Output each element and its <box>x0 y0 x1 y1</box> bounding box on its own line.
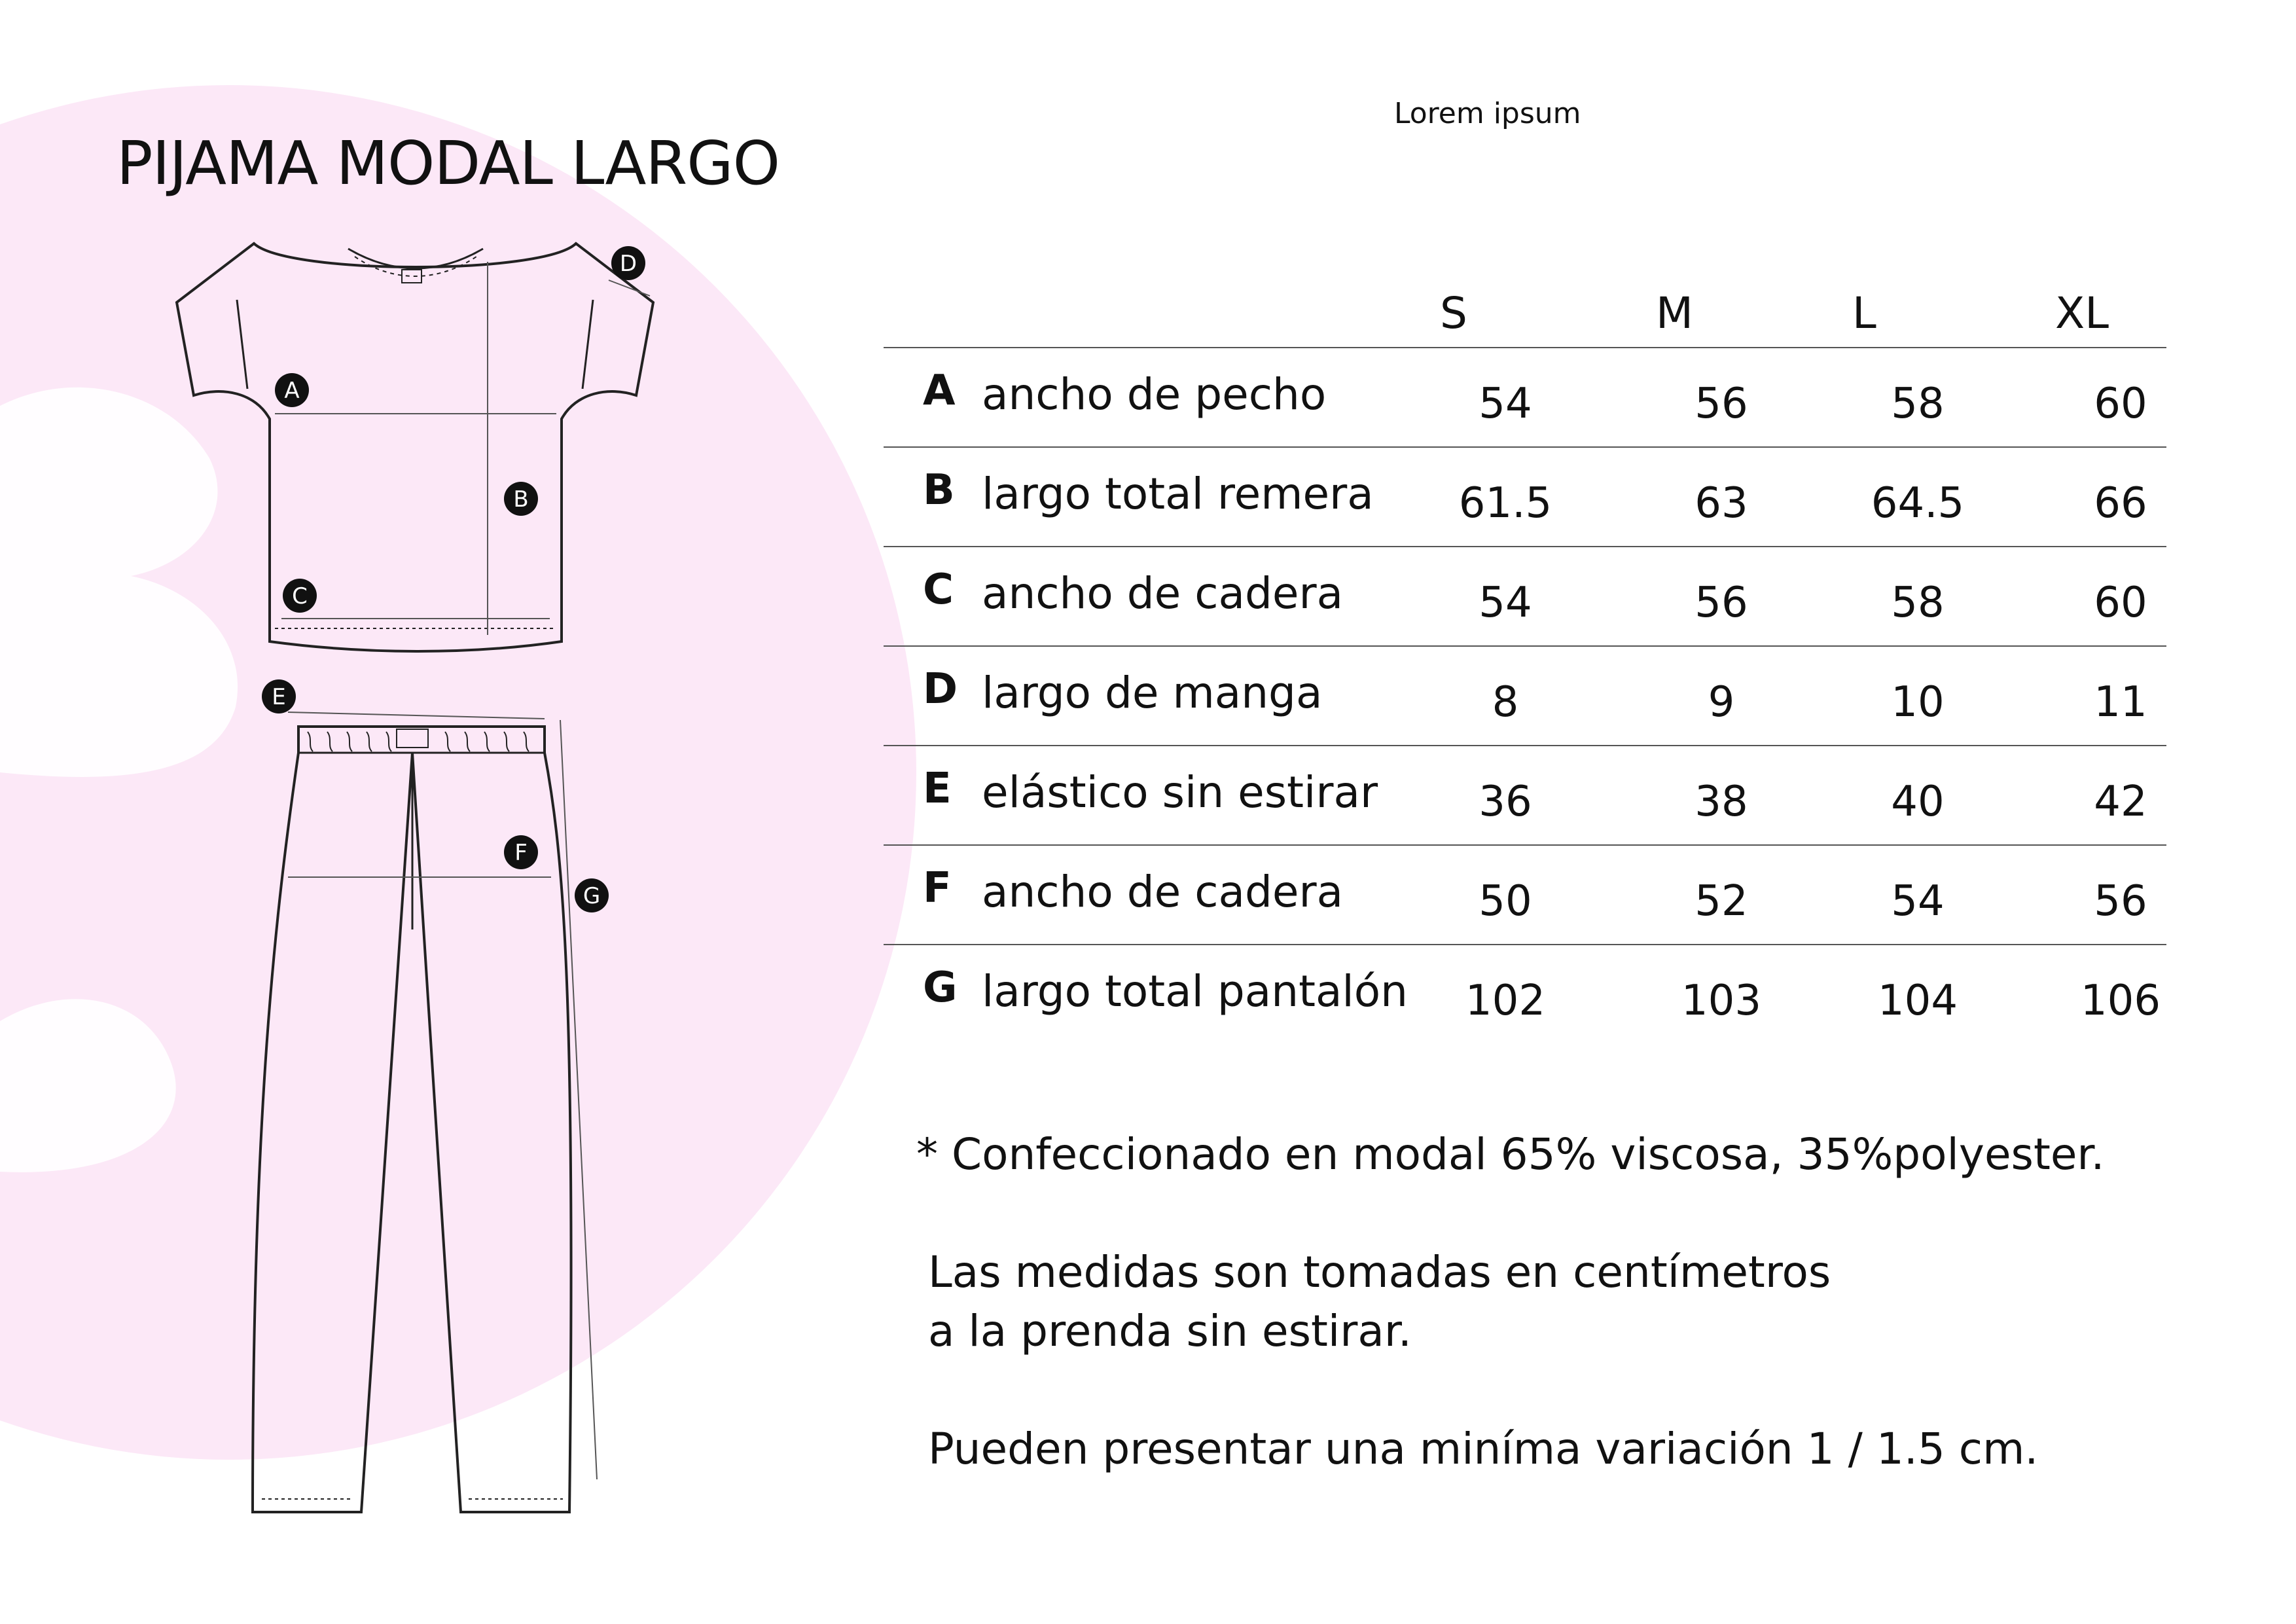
page-title: PIJAMA MODAL LARGO <box>117 128 780 198</box>
marker-e <box>262 679 296 713</box>
value-m: 56 <box>1695 579 1748 627</box>
row-label: largo total remera <box>982 469 1374 519</box>
table-row <box>884 945 2166 1043</box>
row-label: largo de manga <box>982 668 1323 718</box>
row-key: B <box>923 466 955 514</box>
svg-text:F: F <box>514 840 528 866</box>
size-header-s: S <box>1440 288 1467 338</box>
value-s: 36 <box>1479 778 1532 826</box>
marker-c <box>283 579 317 613</box>
marker-b <box>504 482 538 516</box>
marker-f <box>504 835 538 869</box>
row-key: G <box>923 964 958 1012</box>
value-xl: 56 <box>2094 877 2147 926</box>
size-table <box>884 275 2166 1043</box>
table-row <box>884 547 2166 647</box>
value-xl: 106 <box>2080 977 2161 1025</box>
value-xl: 60 <box>2094 380 2147 428</box>
svg-text:E: E <box>272 684 286 710</box>
variation-note: Pueden presentar una miníma variación 1 / 1.5 cm. <box>928 1424 2039 1474</box>
size-header-xl: XL <box>2055 288 2109 338</box>
size-header-m: M <box>1656 288 1693 338</box>
fabric-note: * Confeccionado en modal 65% viscosa, 35%polyester. <box>916 1129 2105 1180</box>
table-row <box>884 448 2166 547</box>
value-m: 38 <box>1695 778 1748 826</box>
row-key: E <box>923 765 952 813</box>
row-key: C <box>923 566 954 614</box>
row-label: largo total pantalón <box>982 966 1408 1017</box>
value-l: 54 <box>1891 877 1945 926</box>
measure-note-line-2: a la prenda sin estirar. <box>928 1306 1412 1356</box>
value-l: 58 <box>1891 579 1945 627</box>
svg-text:C: C <box>292 583 308 609</box>
row-label: ancho de cadera <box>982 568 1344 619</box>
value-l: 10 <box>1891 678 1945 727</box>
value-xl: 11 <box>2094 678 2147 727</box>
row-key: F <box>923 864 952 912</box>
value-m: 9 <box>1708 678 1735 727</box>
row-label: elástico sin estirar <box>982 767 1378 818</box>
marker-g <box>575 878 609 912</box>
value-l: 64.5 <box>1871 479 1965 528</box>
trousers-measure-lines <box>288 712 597 1479</box>
value-s: 61.5 <box>1458 479 1552 528</box>
table-row <box>884 647 2166 746</box>
value-m: 63 <box>1695 479 1748 528</box>
garment-diagram <box>0 0 720 1571</box>
row-key: D <box>923 665 958 713</box>
svg-text:B: B <box>513 486 529 513</box>
value-s: 54 <box>1479 380 1532 428</box>
value-s: 102 <box>1465 977 1546 1025</box>
marker-d <box>611 246 645 280</box>
measure-note-line-1: Las medidas son tomadas en centímetros <box>928 1247 1831 1297</box>
svg-text:G: G <box>583 883 601 909</box>
value-m: 52 <box>1695 877 1748 926</box>
value-xl: 66 <box>2094 479 2147 528</box>
row-label: ancho de cadera <box>982 867 1344 917</box>
row-label: ancho de pecho <box>982 369 1327 420</box>
size-header-row <box>884 275 2166 348</box>
value-s: 8 <box>1492 678 1519 727</box>
row-key: A <box>923 367 956 415</box>
table-row <box>884 746 2166 846</box>
value-l: 104 <box>1877 977 1958 1025</box>
svg-text:A: A <box>284 378 300 404</box>
table-row <box>884 348 2166 448</box>
value-m: 56 <box>1695 380 1748 428</box>
value-m: 103 <box>1681 977 1762 1025</box>
value-xl: 42 <box>2094 778 2147 826</box>
value-l: 58 <box>1891 380 1945 428</box>
marker-a <box>275 373 309 407</box>
value-s: 54 <box>1479 579 1532 627</box>
svg-text:D: D <box>619 251 637 277</box>
caption-text: Lorem ipsum <box>1394 97 1581 130</box>
value-xl: 60 <box>2094 579 2147 627</box>
table-row <box>884 846 2166 945</box>
value-l: 40 <box>1891 778 1945 826</box>
tshirt-drawing <box>177 244 653 651</box>
size-header-l: L <box>1852 288 1876 338</box>
value-s: 50 <box>1479 877 1532 926</box>
